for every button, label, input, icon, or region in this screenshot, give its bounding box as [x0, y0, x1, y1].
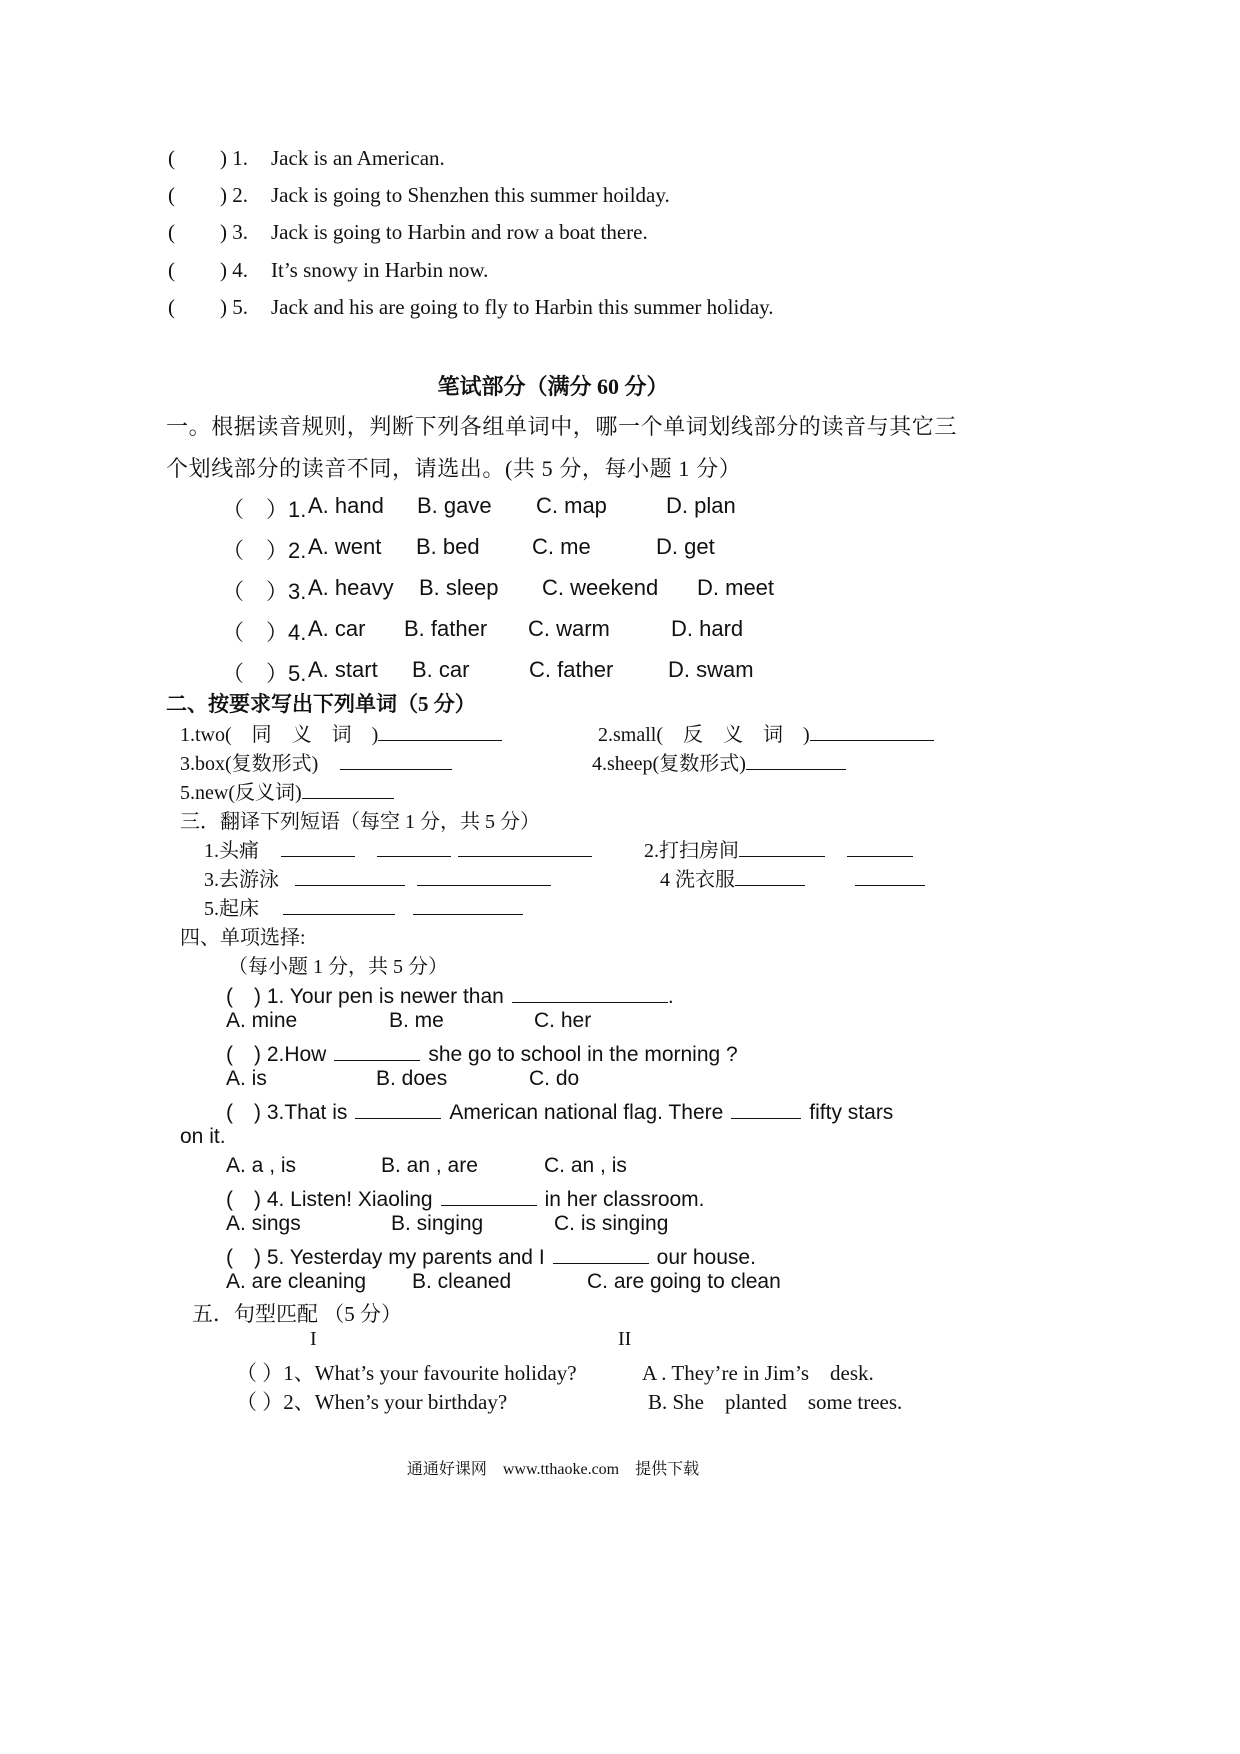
translate-question-1	[204, 834, 592, 863]
item-number: ) 4.	[220, 258, 248, 282]
answer-blank[interactable]	[295, 863, 405, 886]
option-a[interactable]: A. mine	[226, 1009, 298, 1032]
answer-blank[interactable]	[413, 892, 523, 915]
item-number[interactable]: （ ）2.	[222, 538, 307, 563]
pronunciation-item-2	[222, 534, 715, 565]
question-text: 2.打扫房间	[644, 840, 739, 862]
statement-text: Jack is going to Harbin and row a boat there.	[271, 220, 648, 244]
answer-blank[interactable]	[281, 834, 355, 857]
option-a[interactable]: A. is	[226, 1067, 267, 1090]
item-number: ) 1.	[220, 146, 248, 170]
option-c[interactable]: C. do	[529, 1067, 580, 1090]
choice-options-5	[226, 1270, 781, 1294]
section-4-subtitle: （每小题 1 分，共 5 分）	[228, 956, 448, 978]
statement-text: Jack is an American.	[271, 146, 445, 170]
option-b: B. bed	[416, 534, 480, 559]
footer-credit: 通通好课网 www.tthaoke.com 提供下载	[406, 1461, 700, 1478]
option-c: C. me	[532, 534, 591, 559]
option-c[interactable]: C. are going to clean	[587, 1270, 781, 1293]
item-number: ) 3.	[220, 220, 248, 244]
question-text: 5.起床	[204, 898, 259, 920]
statement-text: It’s snowy in Harbin now.	[271, 258, 489, 282]
option-c[interactable]: C. her	[534, 1009, 592, 1032]
option-a: A. hand	[308, 493, 384, 518]
question-text: 4 洗衣服	[660, 869, 735, 891]
question-text: she go to school in the morning ?	[428, 1043, 738, 1066]
option-a: A. start	[308, 657, 378, 682]
answer-blank[interactable]	[334, 1038, 420, 1061]
tf-item-2	[168, 183, 670, 208]
translate-question-5	[204, 892, 523, 921]
option-a[interactable]: A. sings	[226, 1212, 301, 1235]
tf-item-1	[168, 146, 445, 171]
option-b: B. sleep	[419, 575, 499, 600]
section-4-title: 四、单项选择:	[180, 927, 306, 949]
item-number[interactable]: （ ）3.	[222, 579, 307, 604]
word-question-1	[180, 718, 502, 747]
question-text: ( ) 2.How	[226, 1043, 327, 1066]
question-text: our house.	[656, 1246, 756, 1269]
question-text: ( ) 3.That is	[226, 1101, 348, 1124]
option-d: D. get	[656, 534, 715, 559]
answer-blank[interactable]	[458, 834, 592, 857]
pronunciation-item-4	[222, 616, 744, 647]
option-a: A. heavy	[308, 575, 394, 600]
question-text: 4.sheep(复数形式)	[592, 753, 746, 775]
option-b[interactable]: B. cleaned	[412, 1270, 512, 1293]
answer-blank[interactable]	[377, 834, 451, 857]
tf-item-4	[168, 258, 489, 283]
match-row-2-left[interactable]: （ ）2、When’s your birthday?	[236, 1390, 508, 1414]
tf-item-5	[168, 295, 774, 320]
option-c[interactable]: C. an , is	[544, 1154, 627, 1177]
section-2-title: 二、按要求写出下列单词（5 分）	[166, 692, 476, 716]
answer-paren-open[interactable]: (	[168, 146, 175, 170]
section-1-instruction-line2: 个划线部分的读音不同，请选出。(共 5 分，每小题 1 分）	[166, 456, 742, 481]
question-text: .	[667, 985, 674, 1008]
choice-question-4	[226, 1183, 705, 1213]
option-a[interactable]: A. a , is	[226, 1154, 297, 1177]
answer-blank[interactable]	[746, 747, 846, 770]
answer-blank[interactable]	[810, 718, 934, 741]
translate-question-3	[204, 863, 551, 892]
question-text: ( ) 1. Your pen is newer than	[226, 985, 504, 1008]
answer-blank[interactable]	[735, 863, 805, 886]
choice-options-1	[226, 1009, 592, 1033]
translate-question-4	[660, 863, 925, 892]
question-text: 1.two( 同 义 词 )	[180, 724, 379, 746]
question-text: 3.去游泳	[204, 869, 279, 891]
answer-blank[interactable]	[441, 1183, 537, 1206]
option-b: B. car	[412, 657, 470, 682]
answer-blank[interactable]	[847, 834, 913, 857]
question-text: 1.头痛	[204, 840, 259, 862]
answer-blank[interactable]	[283, 892, 395, 915]
word-question-5	[180, 776, 394, 805]
choice-options-2	[226, 1067, 580, 1091]
tf-item-3	[168, 220, 648, 245]
choice-question-5	[226, 1241, 756, 1271]
answer-blank[interactable]	[417, 863, 551, 886]
choice-question-3	[226, 1096, 893, 1126]
question-text: ( ) 4. Listen! Xiaoling	[226, 1188, 433, 1211]
translate-question-2	[644, 834, 913, 863]
item-number: ) 2.	[220, 183, 248, 207]
word-question-2	[598, 718, 934, 747]
option-b: B. father	[404, 616, 488, 641]
question-text: 5.new(反义词)	[180, 782, 302, 804]
option-b: B. gave	[417, 493, 492, 518]
option-c: C. warm	[528, 616, 610, 641]
option-a: A. car	[308, 616, 366, 641]
statement-text: Jack and his are going to fly to Harbin this summer holiday.	[271, 295, 774, 319]
match-row-2-right: B. She planted some trees.	[648, 1390, 903, 1414]
match-row-1-left[interactable]: （ ）1、What’s your favourite holiday?	[236, 1361, 577, 1385]
item-number[interactable]: （ ）5.	[222, 661, 307, 686]
word-question-3	[180, 747, 452, 776]
question-text: 2.small( 反 义 词 )	[598, 724, 810, 746]
question-text: 3.box(复数形式)	[180, 753, 319, 775]
column-1-header: I	[310, 1328, 317, 1350]
option-c[interactable]: C. is singing	[554, 1212, 669, 1235]
match-row-1-right: A . They’re in Jim’s desk.	[642, 1361, 874, 1385]
answer-paren-open[interactable]: (	[168, 258, 175, 282]
answer-blank[interactable]	[355, 1096, 441, 1119]
question-text: American national flag. There	[449, 1101, 724, 1124]
pronunciation-item-1	[222, 493, 736, 524]
option-b[interactable]: B. singing	[391, 1212, 484, 1235]
question-text: in her classroom.	[544, 1188, 705, 1211]
option-d: D. swam	[668, 657, 754, 682]
option-b[interactable]: B. does	[376, 1067, 448, 1090]
answer-paren-open[interactable]: (	[168, 220, 175, 244]
answer-blank[interactable]	[553, 1241, 649, 1264]
pronunciation-item-5	[222, 657, 754, 688]
choice-options-3	[226, 1154, 627, 1178]
section-5-title: 五．句型匹配 （5 分）	[192, 1302, 402, 1326]
item-number[interactable]: （ ）4.	[222, 620, 307, 645]
item-number[interactable]: （ ）1.	[222, 497, 307, 522]
option-c: C. map	[536, 493, 607, 518]
option-c: C. father	[529, 657, 614, 682]
option-d: D. meet	[697, 575, 775, 600]
item-number: ) 5.	[220, 295, 248, 319]
option-d: D. hard	[671, 616, 744, 641]
section-1-instruction-line1: 一。根据读音规则，判断下列各组单词中，哪一个单词划线部分的读音与其它三	[166, 414, 958, 439]
answer-blank[interactable]	[378, 718, 502, 741]
option-a[interactable]: A. are cleaning	[226, 1270, 367, 1293]
question-text: ( ) 5. Yesterday my parents and I	[226, 1246, 545, 1269]
answer-blank[interactable]	[302, 776, 394, 799]
choice-question-2	[226, 1038, 738, 1068]
choice-question-3-continued: on it.	[180, 1125, 226, 1148]
answer-blank[interactable]	[512, 980, 668, 1003]
option-b[interactable]: B. an , are	[381, 1154, 478, 1177]
statement-text: Jack is going to Shenzhen this summer hoilday.	[271, 183, 670, 207]
answer-paren-open[interactable]: (	[168, 183, 175, 207]
answer-paren-open[interactable]: (	[168, 295, 175, 319]
question-text: fifty stars	[809, 1101, 894, 1124]
pronunciation-item-3	[222, 575, 775, 606]
option-a: A. went	[308, 534, 382, 559]
written-part-title: 笔试部分（满分 60 分）	[437, 374, 669, 399]
answer-blank[interactable]	[340, 747, 452, 770]
column-2-header: II	[618, 1328, 632, 1350]
option-d: D. plan	[666, 493, 736, 518]
option-b[interactable]: B. me	[389, 1009, 444, 1032]
choice-options-4	[226, 1212, 669, 1236]
answer-blank[interactable]	[731, 1096, 801, 1119]
word-question-4	[592, 747, 846, 776]
choice-question-1	[226, 980, 674, 1010]
answer-blank[interactable]	[855, 863, 925, 886]
answer-blank[interactable]	[739, 834, 825, 857]
section-3-title: 三．翻译下列短语（每空 1 分，共 5 分）	[180, 811, 540, 833]
option-c: C. weekend	[542, 575, 659, 600]
